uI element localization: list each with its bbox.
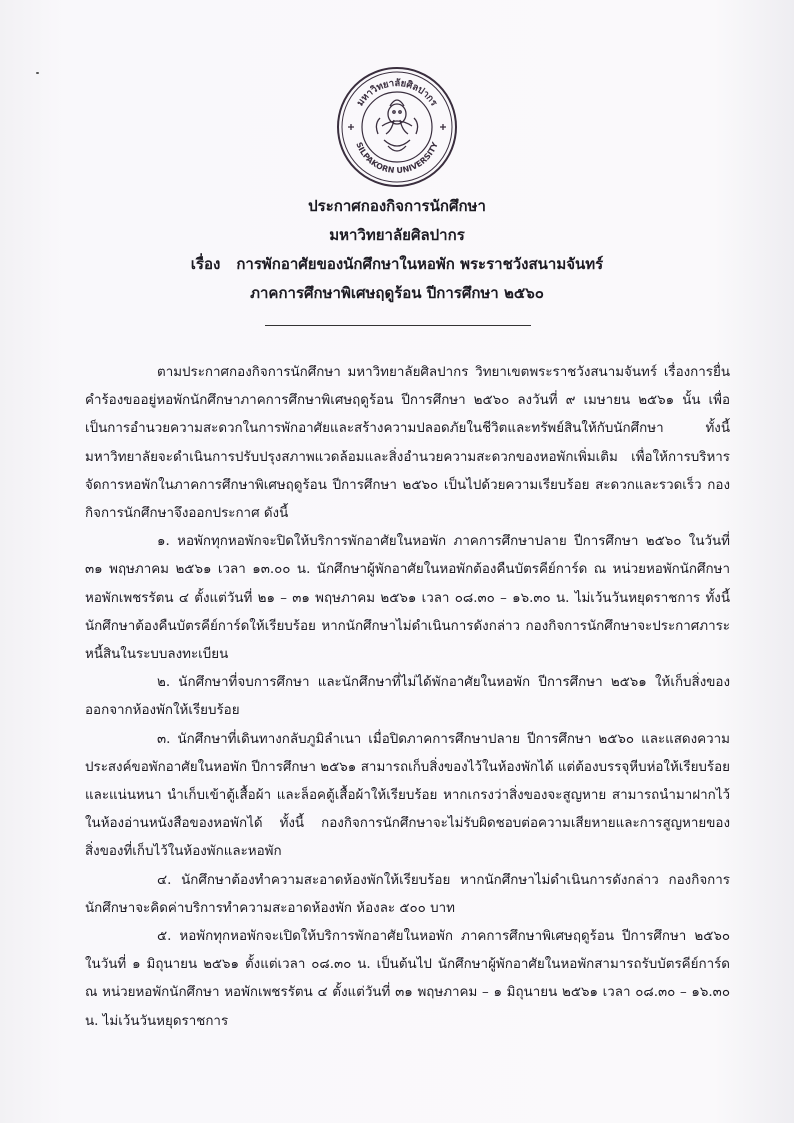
semester-line: ภาคการศึกษาพิเศษฤดูร้อน ปีการศึกษา ๒๕๖๐ <box>250 284 544 302</box>
seal-icon <box>334 64 460 190</box>
item-3-paragraph: ๓. นักศึกษาที่เดินทางกลับภูมิลำเนา เมื่อปิดภาคการศึกษาปลาย ปีการศึกษา ๒๕๖๐ และแสดงความประสงค์ขอพักอาศัยในหอพัก ปีการศึกษา ๒๕๖๑ สามารถเก็บสิ่งของไว้ในห้องพักได้ แต่ต้องบรรจุหีบห่อให้เรียบร้อยและแน่นหนา นำเก็บเข้าตู้เสื้อผ้า และล็อคตู้เสื้อผ้าให้เรียบร้อย หากเกรงว่าสิ่งของจะสูญหาย สามารถนำมาฝากไว้ในห้องอ่านหนังสือของหอพักได้ ทั้งนี้ กองกิจการนักศึกษาจะไม่รับผิดชอบต่อความเสียหายและการสูญหายของสิ่งของที่เก็บไว้ในห้องพักและหอพัก <box>85 731 730 860</box>
seal-text-bottom: SILPAKORN UNIVERSITY <box>354 140 440 176</box>
header-divider <box>265 325 531 326</box>
seal-text-top: มหาวิทยาลัยศิลปากร <box>354 77 440 109</box>
intro-paragraph: ตามประกาศกองกิจการนักศึกษา มหาวิทยาลัยศิลปากร วิทยาเขตพระราชวังสนามจันทร์ เรื่องการยื่นคำร้องขออยู่หอพักนักศึกษาภาคการศึกษาพิเศษฤดูร้อน ปีการศึกษา ๒๕๖๐ ลงวันที่ ๙ เมษายน ๒๕๖๑ นั้น เพื่อเป็นการอำนวยความสะดวกในการพักอาศัยและสร้างความปลอดภัยในชีวิตและทรัพย์สินให้กับนักศึกษา ทั้งนี้ มหาวิทยาลัยจะดำเนินการปรับปรุงสภาพแวดล้อมและสิ่งอำนวยความสะดวกของหอพักเพิ่มเติม เพื่อให้การบริหารจัดการหอพักในภาคการศึกษาพิเศษฤดูร้อน ปีการศึกษา ๒๕๖๐ เป็นไปด้วยความเรียบร้อย สะดวกและรวดเร็ว กองกิจการนักศึกษาจึงออกประกาศ ดังนี้ <box>85 365 730 522</box>
item-4-paragraph: ๔. นักศึกษาต้องทำความสะอาดห้องพักให้เรียบร้อย หากนักศึกษาไม่ดำเนินการดังกล่าว กองกิจการนักศึกษาจะคิดค่าบริการทำความสะอาดห้องพัก ห้องละ ๕๐๐ บาท <box>85 872 730 916</box>
item-1-paragraph: ๑. หอพักทุกหอพักจะปิดให้บริการพักอาศัยในหอพัก ภาคการศึกษาปลาย ปีการศึกษา ๒๕๖๐ ในวันที่ ๓๑ พฤษภาคม ๒๕๖๑ เวลา ๑๓.๐๐ น. นักศึกษาผู้พักอาศัยในหอพักต้องคืนบัตรคีย์การ์ด ณ หน่วยหอพักนักศึกษา หอพักเพชรรัตน ๔ ตั้งแต่วันที่ ๒๑ – ๓๑ พฤษภาคม ๒๕๖๑ เวลา ๐๘.๓๐ – ๑๖.๓๐ น. ไม่เว้นวันหยุดราชการ ทั้งนี้ นักศึกษาต้องคืนบัตรคีย์การ์ดให้เรียบร้อย หากนักศึกษาไม่ดำเนินการดังกล่าว กองกิจการนักศึกษาจะประกาศภาระหนี้สินในระบบลงทะเบียน <box>85 534 730 663</box>
subject-text: การพักอาศัยของนักศึกษาในหอพัก พระราชวังสนามจันทร์ <box>236 255 604 273</box>
item-5-paragraph: ๕. หอพักทุกหอพักจะเปิดให้บริการพักอาศัยในหอพัก ภาคการศึกษาพิเศษฤดูร้อน ปีการศึกษา ๒๕๖๐ ในวันที่ ๑ มิถุนายน ๒๕๖๑ ตั้งแต่เวลา ๐๘.๓๐ น. เป็นต้นไป นักศึกษาผู้พักอาศัยในหอพักสามารถรับบัตรคีย์การ์ด ณ หน่วยหอพักนักศึกษา หอพักเพชรรัตน ๔ ตั้งแต่วันที่ ๓๑ พฤษภาคม – ๑ มิถุนายน ๒๕๖๑ เวลา ๐๘.๓๐ – ๑๖.๓๐ น. ไม่เว้นวันหยุดราชการ <box>85 929 730 1029</box>
scan-speck <box>36 72 39 74</box>
announcement-body <box>85 359 730 1036</box>
announcement-title: ประกาศกองกิจการนักศึกษา <box>308 197 486 215</box>
university-seal <box>334 64 460 190</box>
subject-line <box>0 250 794 279</box>
subject-label: เรื่อง <box>190 255 221 273</box>
item-2-paragraph: ๒. นักศึกษาที่จบการศึกษา และนักศึกษาที่ไม่ได้พักอาศัยในหอพัก ปีการศึกษา ๒๕๖๑ ให้เก็บสิ่งของออกจากห้องพักให้เรียบร้อย <box>85 675 730 719</box>
university-name: มหาวิทยาลัยศิลปากร <box>329 226 465 244</box>
